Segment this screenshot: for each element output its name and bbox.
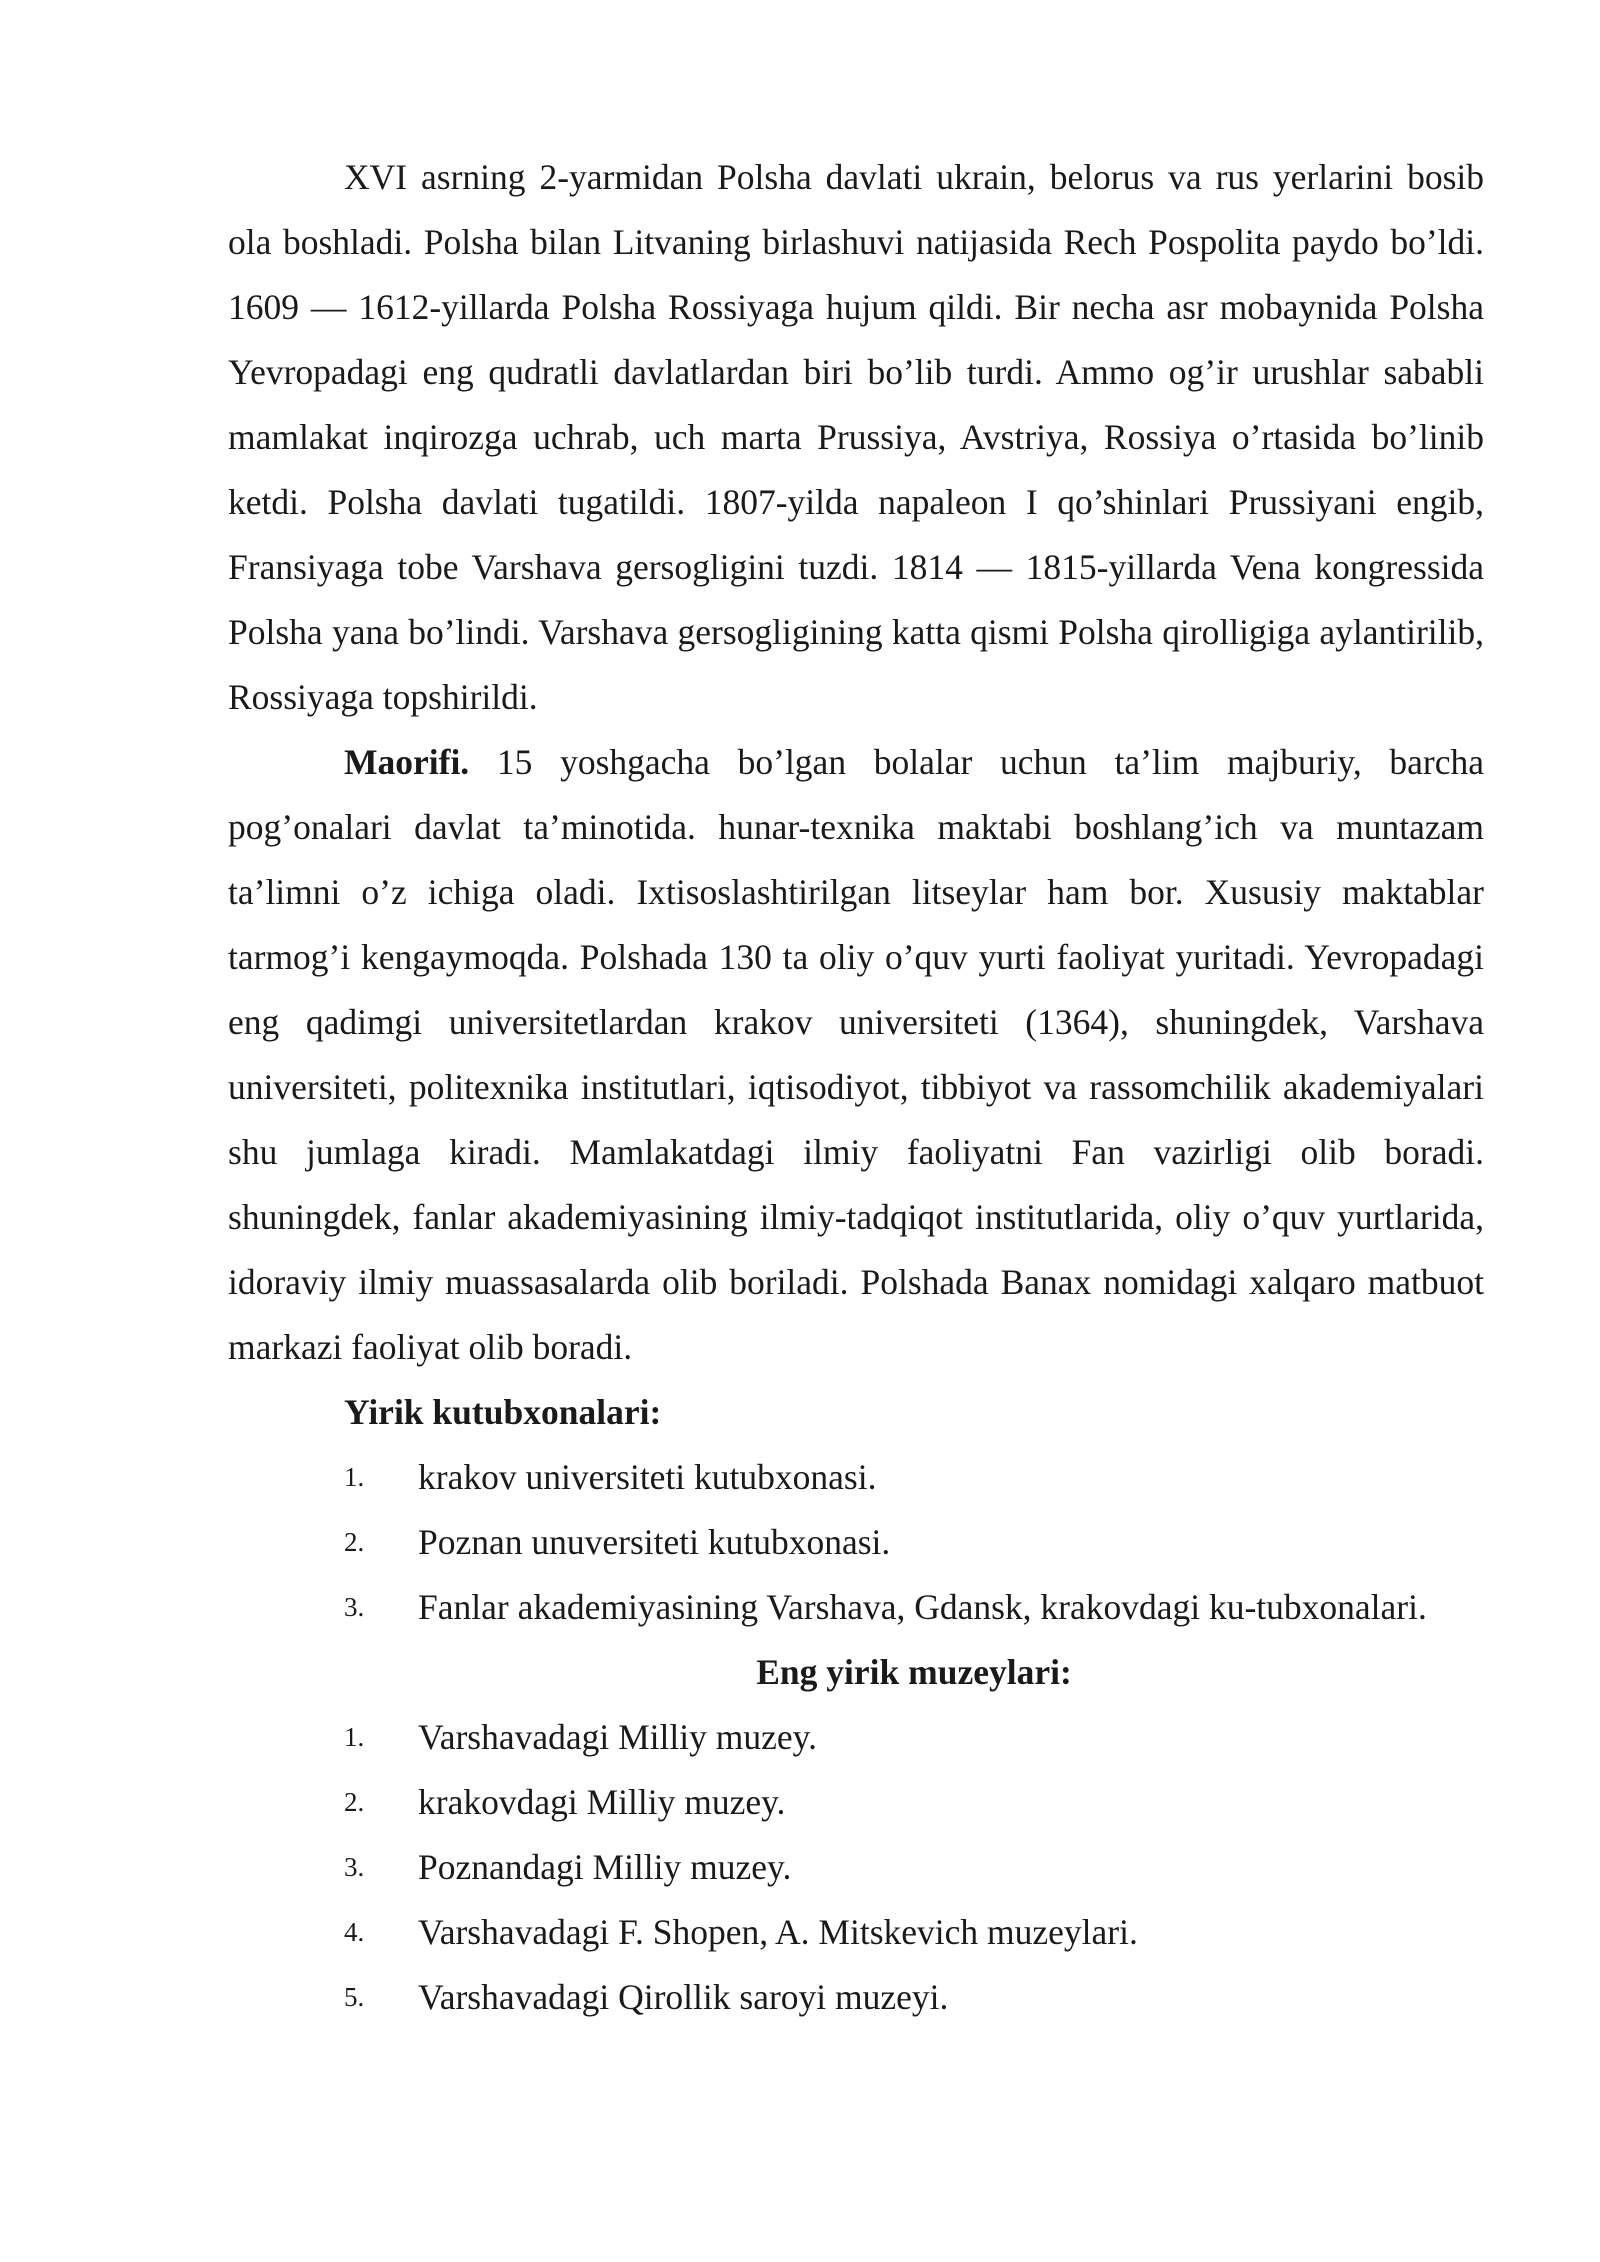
list-item-text: Fanlar akademiyasining Varshava, Gdansk, krakovdagi ku-tubxonalari. [418,1587,1427,1627]
list-item [228,1965,1484,2030]
list-item [228,1835,1484,1900]
list-item-number: 1. [344,1462,365,1492]
list-item-number: 2. [344,1787,365,1817]
list-item-text: Varshavadagi Milliy muzey. [418,1717,817,1757]
education-text: 15 yoshgacha bo’lgan bolalar uchun ta’lim majburiy, barcha pog’onalari davlat ta’minotida. hunar-texnika maktabi boshlang’ich va muntazam ta’limni o’z ichiga oladi. Ixtisoslashtirilgan litseylar ham bor. Xususiy maktablar tarmog’i kengaymoqda. Polshada 130 ta oliy o’quv yurti faoliyat yuritadi. Yevropadagi eng qadimgi universitetlardan krakov universiteti (1364), shuningdek, Varshava universiteti, politexnika institutlari, iqtisodiyot, tibbiyot va rassomchilik akademiyalari shu jumlaga kiradi. Mamlakatdagi ilmiy faoliyatni Fan vazirligi olib boradi. shuningdek, fanlar akademiyasining ilmiy-tadqiqot institutlarida, oliy o’quv yurtlarida, idoraviy ilmiy muassasalarda olib boriladi. Polshada Banax nomidagi xalqaro matbuot markazi faoliyat olib boradi. [228,742,1484,1367]
education-paragraph [228,730,1484,1380]
libraries-list [228,1445,1484,1640]
list-item-text: krakovdagi Milliy muzey. [418,1782,786,1822]
list-item [228,1575,1484,1640]
list-item [228,1770,1484,1835]
history-paragraph: XVI asrning 2-yarmidan Polsha davlati ukrain, belorus va rus yerlarini bosib ola boshladi. Polsha bilan Litvaning birlashuvi natijasida Rech Pospolita paydo bo’ldi. 1609 — 1612-yillarda Polsha Rossiyaga hujum qildi. Bir necha asr mobaynida Polsha Yevropadagi eng qudratli davlatlardan biri bo’lib turdi. Ammo og’ir urushlar sababli mamlakat inqirozga uchrab, uch marta Prussiya, Avstriya, Rossiya o’rtasida bo’linib ketdi. Polsha davlati tugatildi. 1807-yilda napaleon I qo’shinlari Prussiyani engib, Fransiyaga tobe Varshava gersogligini tuzdi. 1814 — 1815-yillarda Vena kongressida Polsha yana bo’lindi. Varshava gersogligining katta qismi Polsha qirolligiga aylantirilib, Rossiyaga topshirildi. [228,157,1484,717]
list-item-number: 1. [344,1722,365,1752]
list-item-number: 2. [344,1527,365,1557]
list-item-number: 4. [344,1917,365,1947]
list-item-text: Poznan unuversiteti kutubxonasi. [418,1522,891,1562]
list-item-text: Varshavadagi Qirollik saroyi muzeyi. [418,1977,949,2017]
list-item-number: 5. [344,1982,365,2012]
list-item-text: Poznandagi Milliy muzey. [418,1847,792,1887]
museums-heading: Eng yirik muzeylari: [756,1652,1072,1692]
list-item [228,1510,1484,1575]
list-item [228,1705,1484,1770]
list-item-text: krakov universiteti kutubxonasi. [418,1457,877,1497]
education-lead: Maorifi. [344,742,470,782]
museums-list [228,1705,1484,2030]
document-page [228,145,1484,2030]
libraries-heading: Yirik kutubxonalari: [344,1392,662,1432]
list-item-text: Varshavadagi F. Shopen, A. Mitskevich muzeylari. [418,1912,1138,1952]
list-item [228,1900,1484,1965]
list-item-number: 3. [344,1852,365,1882]
list-item-number: 3. [344,1592,365,1622]
list-item [228,1445,1484,1510]
